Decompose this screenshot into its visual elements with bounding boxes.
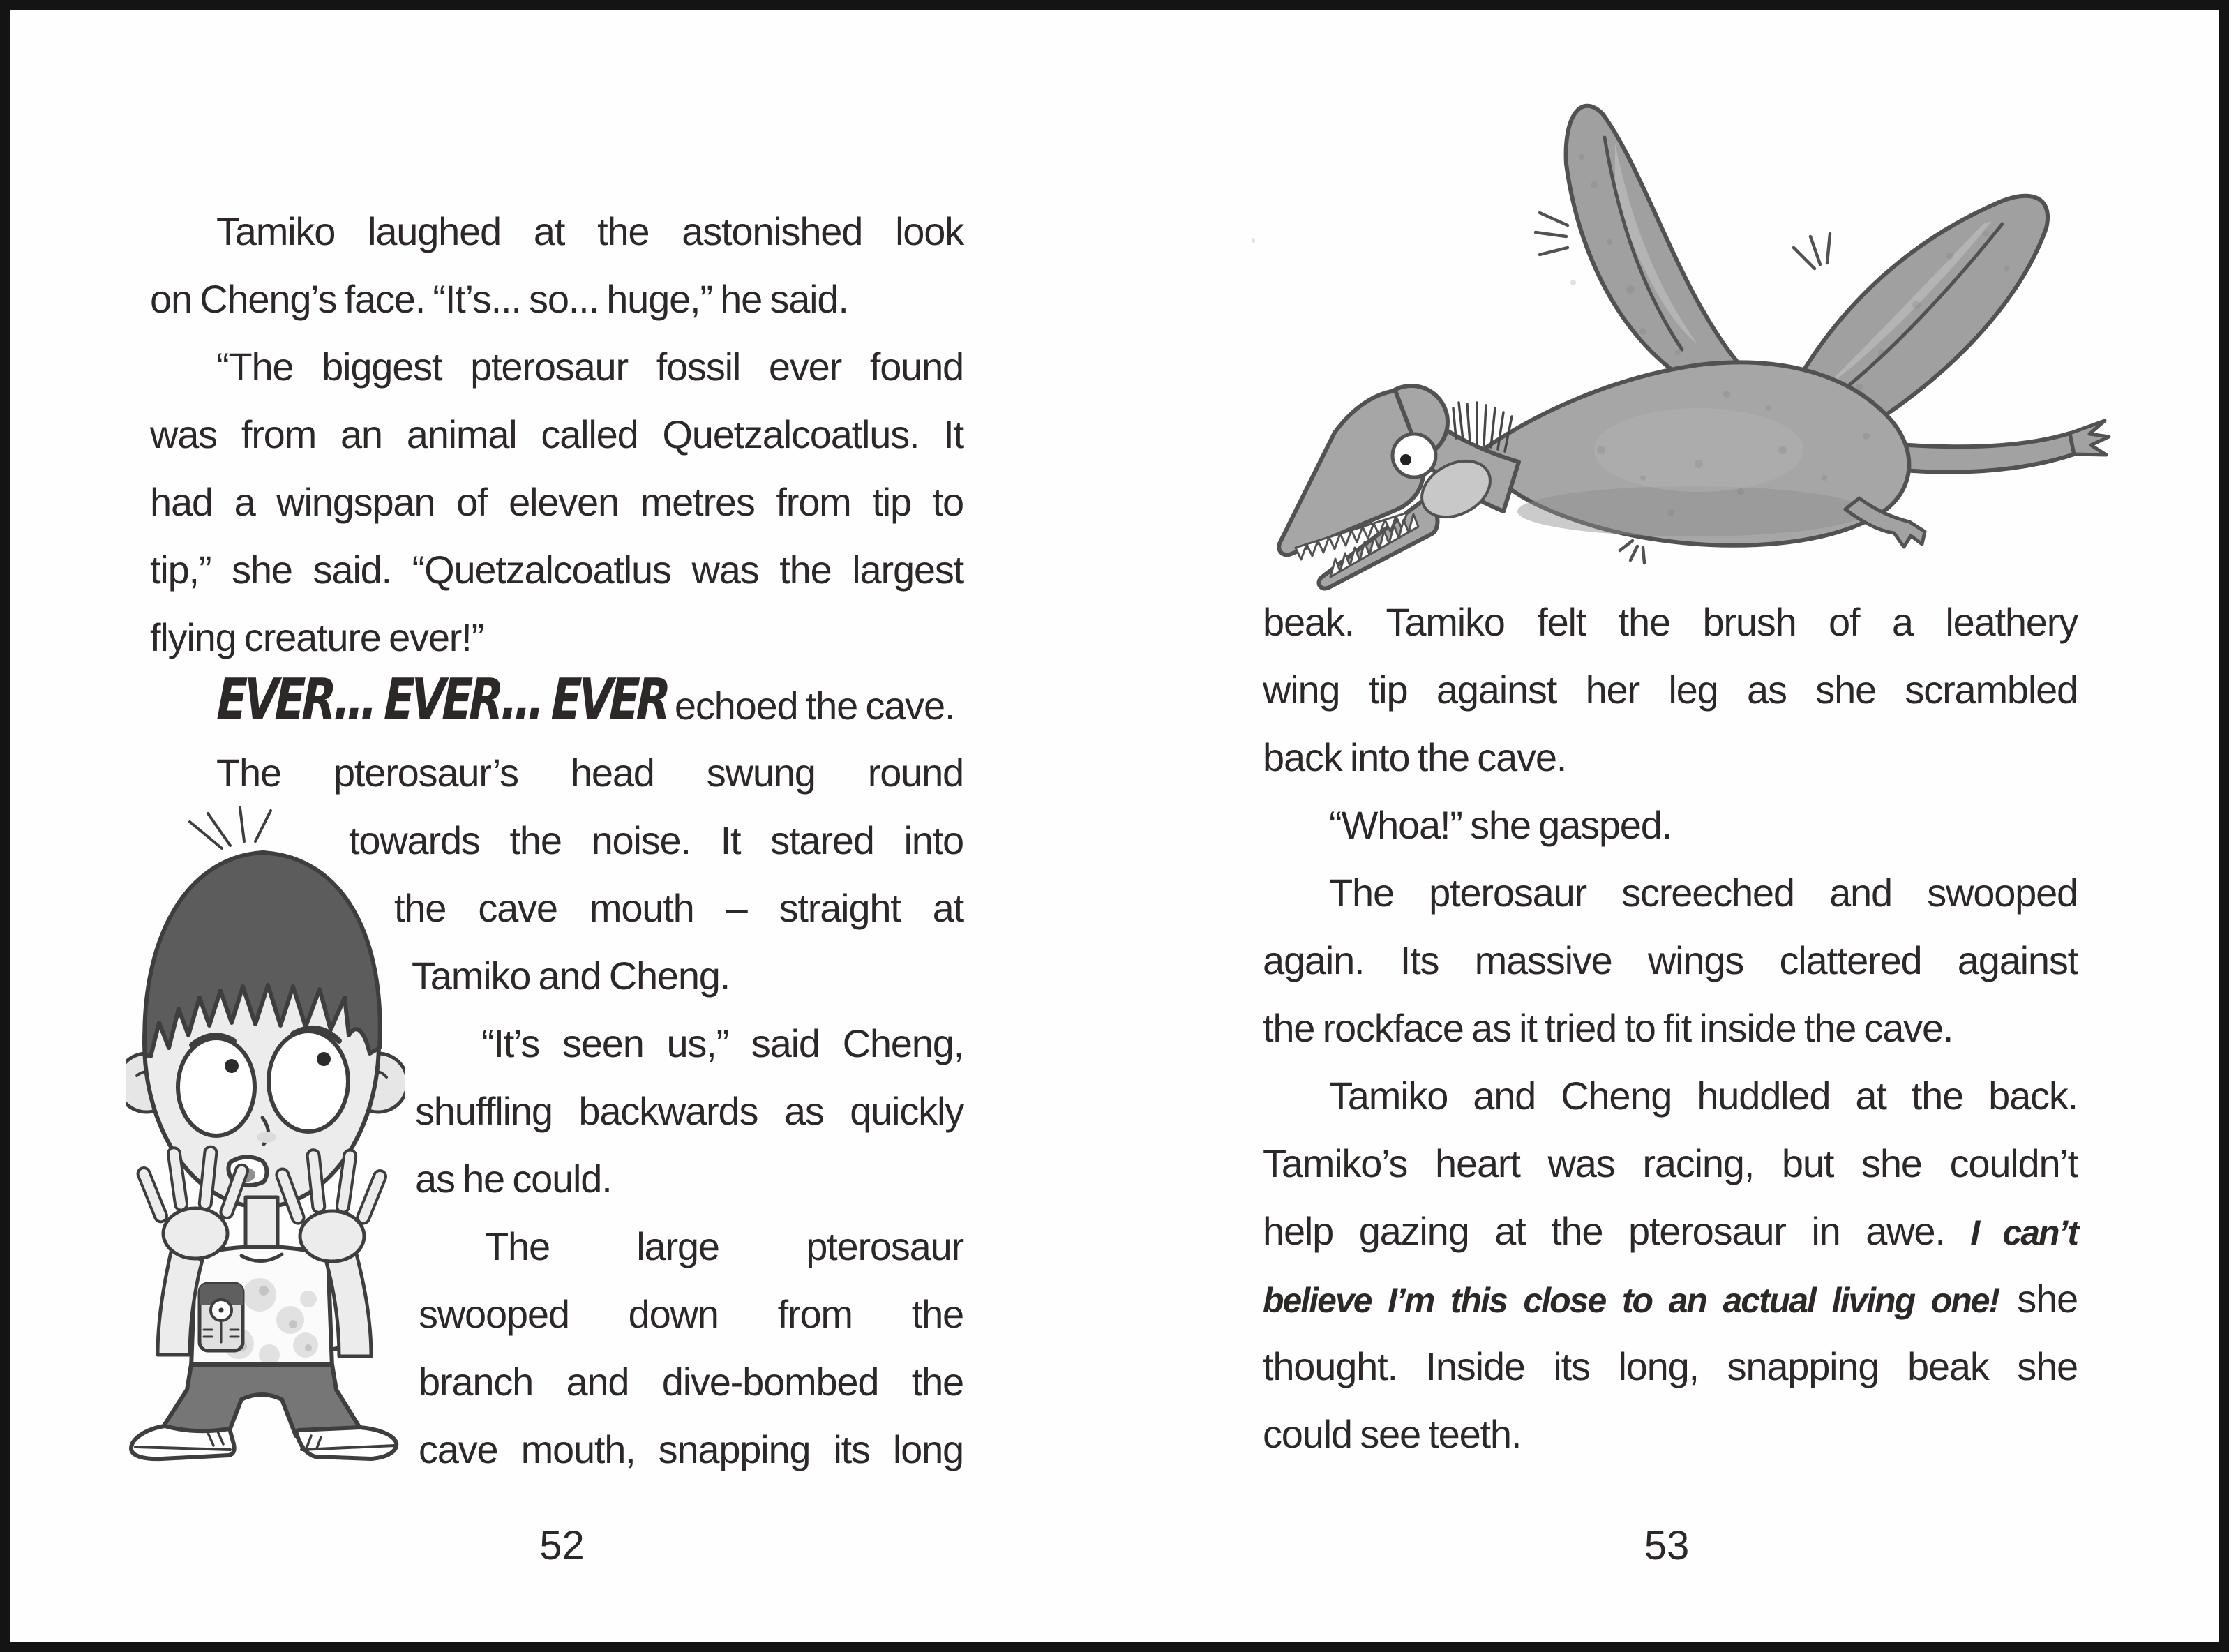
body-text: echoed the cave. [666,684,955,728]
text-line [1263,723,2078,791]
text-line [1263,1197,2078,1265]
body-text: thought. Inside its long, snapping beak she [1263,1344,2078,1388]
body-text: “It’s seen us,” said Cheng, [481,1021,963,1065]
body-text: shuffling backwards as quickly [415,1089,963,1133]
text-line [1263,926,2078,994]
body-text: swooped down from the [419,1292,963,1336]
body-text: Tamiko and Cheng huddled at the back. [1329,1074,2078,1118]
body-text: she [1999,1277,2078,1321]
page-number-right: 53 [1644,1523,1690,1568]
right-page-text [1263,588,2078,1468]
body-text: back into the cave. [1263,735,1567,779]
body-text: “Whoa!” she gasped. [1329,803,1672,847]
body-text: wing tip against her leg as she scrambled [1263,668,2078,712]
text-line [1263,588,2078,656]
body-text: the rockface as it tried to fit inside the cave. [1263,1006,1953,1050]
body-text: as he could. [415,1157,612,1201]
text-line [1263,994,2078,1062]
thought-text: believe I’m this close to an actual living one! [1263,1281,1999,1320]
body-text: on Cheng’s face. “It’s... so... huge,” he said. [150,277,848,321]
text-line [1263,791,2078,859]
body-text: towards the noise. It stared into [349,818,963,862]
pterosaur-illustration [1252,59,2114,600]
body-text: again. Its massive wings clattered against [1263,938,2078,982]
body-text: flying creature ever!” [150,615,484,659]
shout-text: EVER... EVER... EVER [216,667,668,733]
body-text: The large pterosaur [485,1224,963,1268]
body-text: was from an animal called Quetzalcoatlus. It [150,412,963,456]
text-line [1263,656,2078,723]
text-line [1263,1129,2078,1197]
body-text: cave mouth, snapping its long [419,1427,963,1471]
body-text: the cave mouth – straight at [394,886,963,930]
text-line [1263,1332,2078,1400]
body-text: branch and dive-bombed the [419,1360,963,1404]
body-text: could see teeth. [1263,1412,1522,1456]
body-text: had a wingspan of eleven metres from tip to [150,480,963,524]
text-line [1263,1265,2078,1332]
body-text: Tamiko’s heart was racing, but she couldn’t [1263,1141,2078,1185]
body-text: Tamiko and Cheng. [412,954,730,998]
body-text: Tamiko laughed at the astonished look [216,209,963,253]
body-text: beak. Tamiko felt the brush of a leathery [1263,600,2078,644]
body-text: help gazing at the pterosaur in awe. [1263,1209,1971,1253]
body-text: “The biggest pterosaur fossil ever found [216,345,963,389]
body-text: The pterosaur screeched and swooped [1329,871,2078,915]
page-number-left: 52 [539,1523,585,1568]
text-line [1263,1062,2078,1129]
text-line [1263,1400,2078,1468]
text-line [1263,859,2078,926]
body-text: The pterosaur’s head swung round [216,751,963,795]
body-text: tip,” she said. “Quetzalcoatlus was the largest [150,548,963,592]
thought-text: I can’t [1970,1213,2078,1252]
